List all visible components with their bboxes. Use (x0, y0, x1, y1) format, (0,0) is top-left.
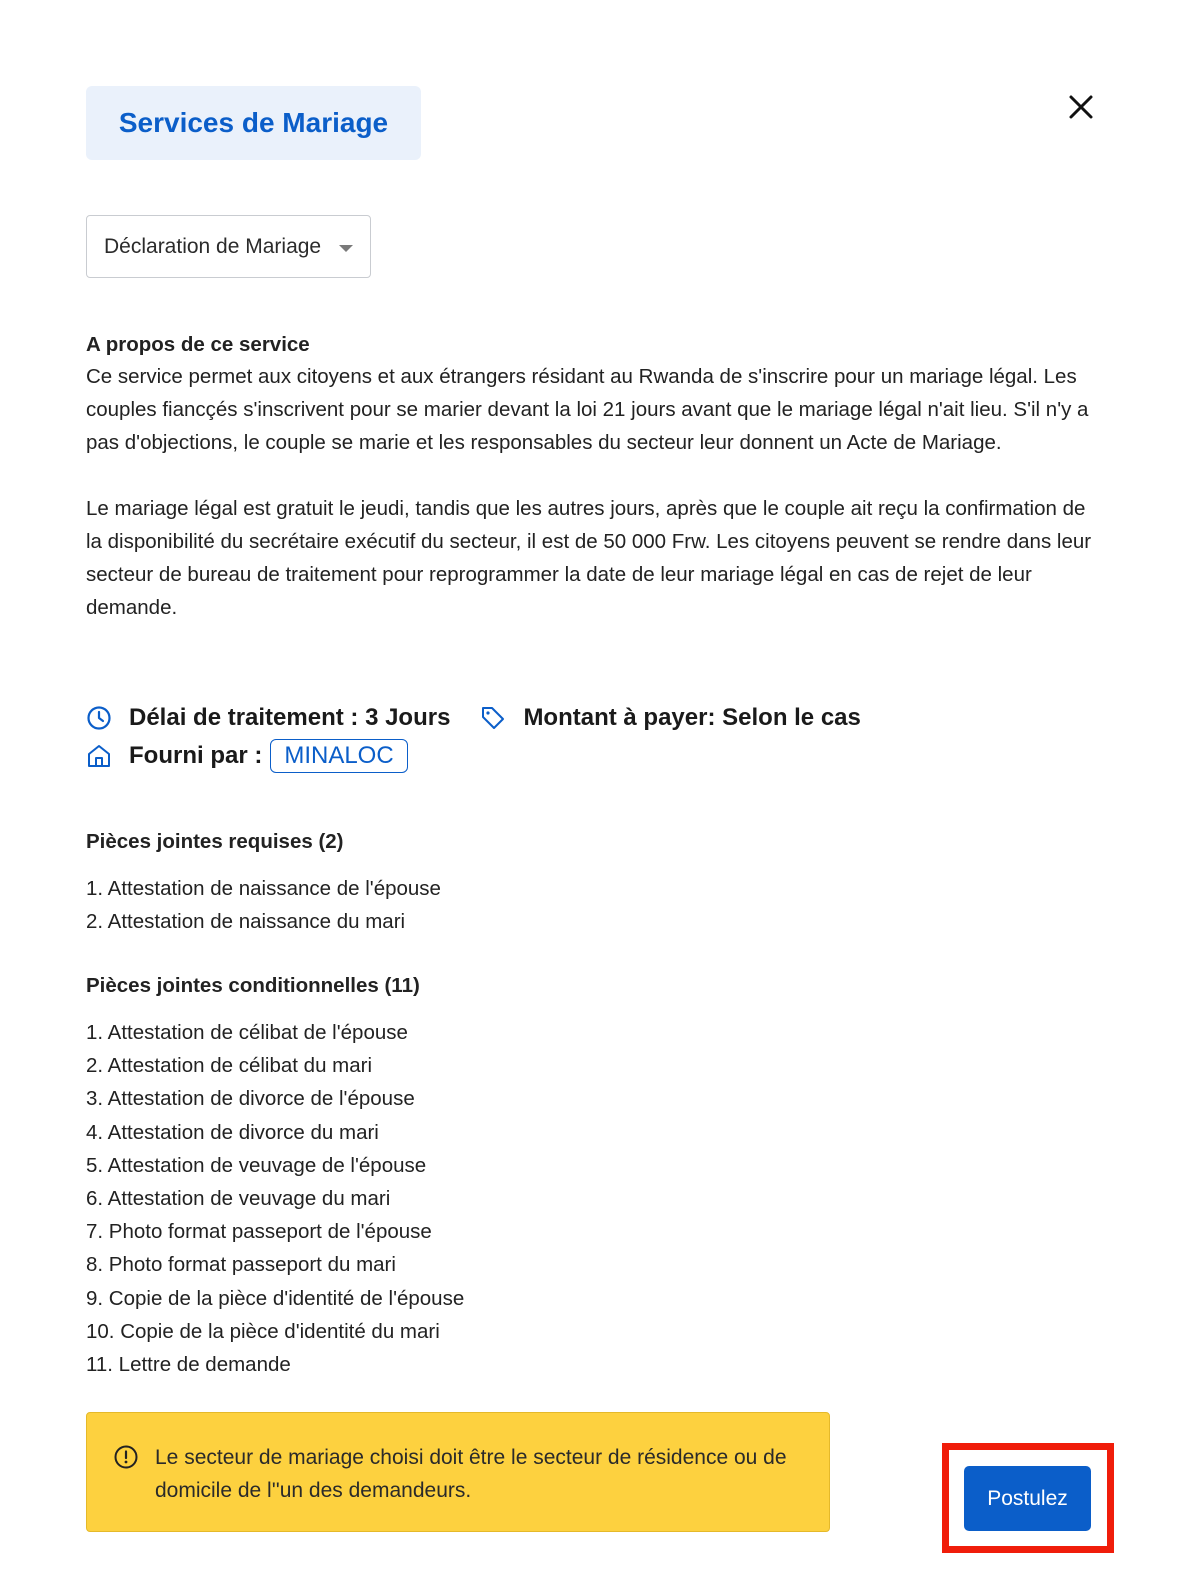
list-item: 1. Attestation de naissance de l'épouse (86, 877, 441, 900)
alert-circle-icon (113, 1444, 139, 1470)
close-button[interactable] (1062, 88, 1100, 126)
tag-icon (480, 705, 506, 731)
building-icon (86, 743, 112, 769)
list-item: 4. Attestation de divorce du mari (86, 1120, 379, 1144)
list-item: 2. Attestation de célibat du mari (86, 1054, 373, 1078)
list-item: 3. Attestation de divorce de l'épouse (86, 1087, 415, 1111)
service-category-title (86, 86, 421, 160)
close-icon (1068, 94, 1094, 120)
page-title: Services de Mariage (118, 107, 389, 138)
service-meta (86, 700, 861, 774)
conditional-attachments-heading: Pièces jointes conditionnelles (11) (86, 974, 420, 997)
required-attachments-heading: Pièces jointes requises (2) (86, 830, 344, 853)
provider-badge[interactable]: MINALOC (270, 739, 407, 773)
list-item: 1. Attestation de célibat de l'épouse (86, 1021, 408, 1044)
amount-to-pay: Montant à payer: Selon le cas (523, 704, 861, 731)
warning-text: Le secteur de mariage choisi doit être le secteur de résidence ou de domicile de l''un des demandeurs. (155, 1446, 787, 1502)
list-item: 9. Copie de la pièce d'identité de l'épouse (86, 1286, 465, 1310)
list-item: 5. Attestation de veuvage de l'épouse (86, 1153, 427, 1177)
about-paragraph-2: Le mariage légal est gratuit le jeudi, tandis que les autres jours, après que le couple ait reçu la confirmation de la disponibilité du secrétaire exécutif du secteur, il est de 50 000 Frw. Les citoyens peuvent se rendre dans leur secteur de bureau de traitement pour reprogrammer la date de leur mariage légal en cas de rejet de leur demande. (86, 497, 1092, 619)
processing-time: Délai de traitement : 3 Jours (129, 704, 451, 731)
about-paragraph-1: Ce service permet aux citoyens et aux étrangers résidant au Rwanda de s'inscrire pour un mariage légal. Les couples fiancçés s'inscrivent pour se marier devant la loi 21 jours avant que le mariage légal n'ait lieu. S'il n'y a pas d'objections, le couple se marie et les responsables du secteur leur donnent un Acte de Mariage. (86, 365, 1089, 454)
list-item: 11. Lettre de demande (86, 1353, 291, 1377)
list-item: 8. Photo format passeport du mari (86, 1253, 396, 1277)
list-item: 6. Attestation de veuvage du mari (86, 1187, 391, 1211)
list-item: 7. Photo format passeport de l'épouse (86, 1220, 432, 1244)
apply-button[interactable]: Postulez (964, 1466, 1091, 1531)
service-select[interactable] (86, 215, 371, 278)
clock-icon (86, 705, 112, 731)
service-select-value: Déclaration de Mariage (104, 234, 322, 258)
conditional-attachments (86, 971, 464, 1381)
provided-by-label: Fourni par : (129, 742, 263, 769)
required-attachments (86, 827, 441, 938)
chevron-down-icon (339, 245, 353, 252)
warning-banner (86, 1412, 830, 1532)
list-item: 2. Attestation de naissance du mari (86, 910, 406, 934)
about-heading: A propos de ce service (86, 333, 310, 356)
list-item: 10. Copie de la pièce d'identité du mari (86, 1319, 440, 1343)
about-section (86, 330, 1096, 624)
